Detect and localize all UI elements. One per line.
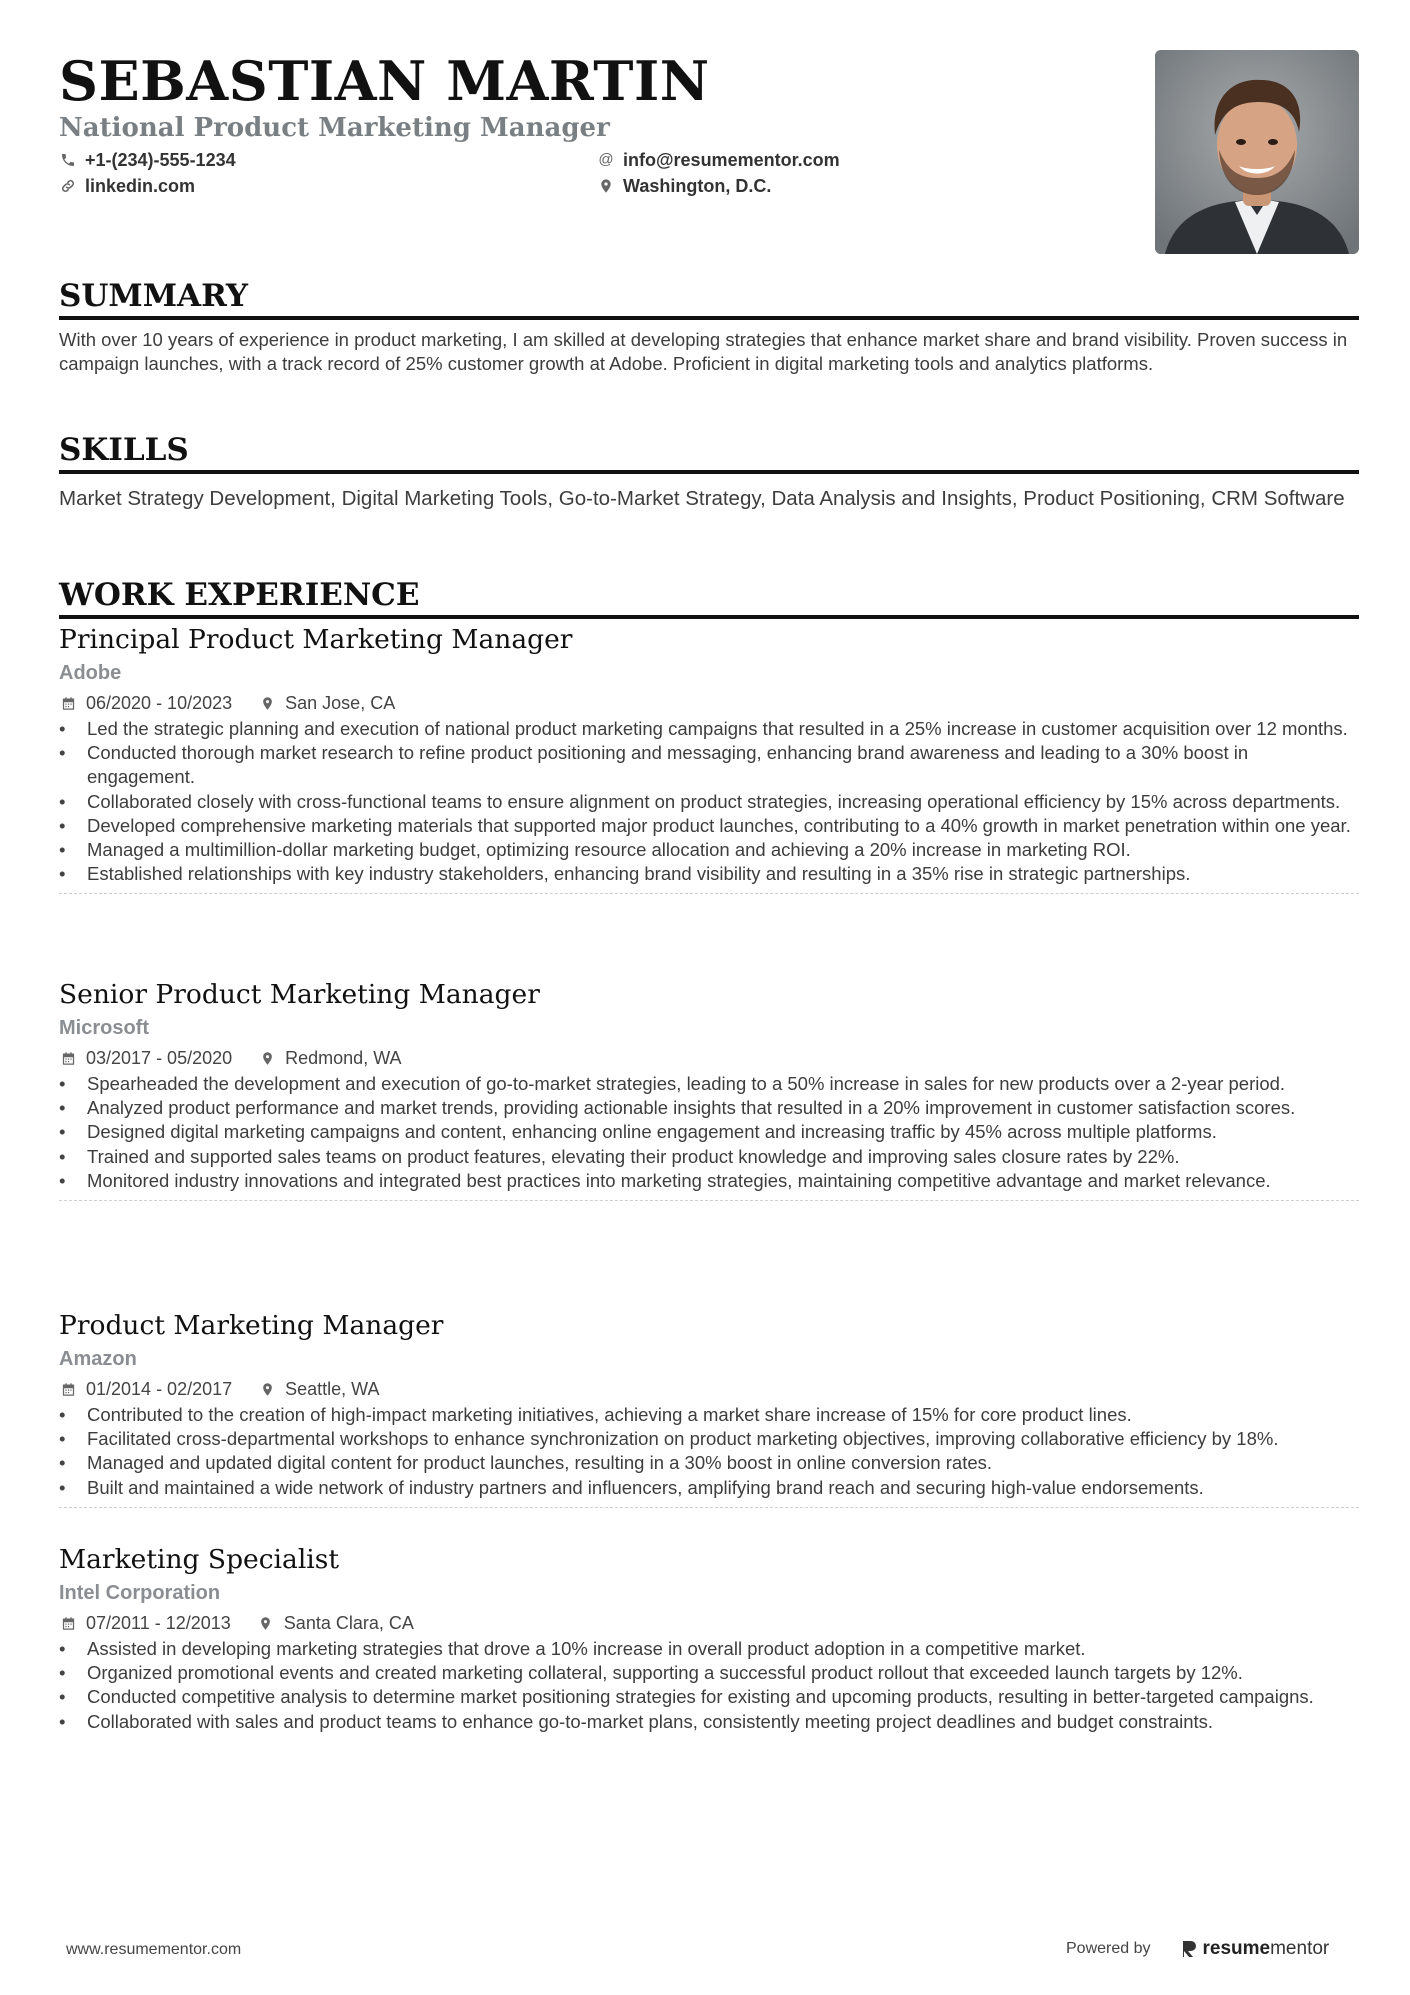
job-location: Seattle, WA (285, 1379, 380, 1399)
job-bullets (59, 1403, 1359, 1500)
bullet-item: • Conducted competitive analysis to determine market positioning strategies for existing and upcoming products, resulting in better-targeted campaigns. (59, 1685, 1359, 1709)
job-bullets (59, 1072, 1359, 1193)
job-meta (59, 1611, 1359, 1635)
contact-phone[interactable] (59, 148, 236, 172)
candidate-name: SEBASTIAN MARTIN (59, 49, 710, 113)
skills-text: Market Strategy Development, Digital Marketing Tools, Go-to-Market Strategy, Data Analysis and Insights, Product Positioning, CRM Software (59, 487, 1345, 510)
at-icon: @ (598, 151, 614, 168)
footer-url[interactable]: www.resumementor.com (66, 1941, 242, 1958)
job-dates: 07/2011 - 12/2013 (86, 1613, 231, 1633)
bullet-item: • Managed a multimillion-dollar marketing budget, optimizing resource allocation and achieving a 20% increase in marketing ROI. (59, 838, 1359, 862)
job-entry (59, 1309, 1359, 1508)
bullet-item: • Analyzed product performance and market trends, providing actionable insights that resulted in a 20% improvement in customer satisfaction scores. (59, 1096, 1359, 1120)
job-entry (59, 1543, 1359, 1734)
map-pin-icon (258, 694, 276, 712)
job-dates: 01/2014 - 02/2017 (86, 1379, 233, 1399)
bullet-item: • Facilitated cross-departmental workshops to enhance synchronization on product marketing objectives, improving collaborative efficiency by 18%. (59, 1427, 1359, 1451)
job-bullets (59, 1637, 1359, 1734)
bullet-item: • Organized promotional events and created marketing collateral, supporting a successful product rollout that exceeded launch targets by 12%. (59, 1661, 1359, 1685)
candidate-role: National Product Marketing Manager (59, 113, 610, 143)
contact-linkedin[interactable] (59, 174, 195, 198)
map-pin-icon (597, 177, 615, 195)
job-entry (59, 623, 1359, 894)
job-title: Marketing Specialist (59, 1544, 340, 1575)
work-experience-heading: WORK EXPERIENCE (59, 575, 1359, 619)
job-title: Principal Product Marketing Manager (59, 624, 573, 655)
powered-by-label: Powered by (1066, 1940, 1151, 1957)
bullet-item: • Collaborated closely with cross-functional teams to ensure alignment on product strategies, increasing operational efficiency by 15% across departments. (59, 790, 1359, 814)
job-bullets (59, 717, 1359, 886)
job-location: Santa Clara, CA (283, 1613, 414, 1633)
brand-logo[interactable] (1181, 1938, 1330, 1960)
bullet-item: • Assisted in developing marketing strategies that drove a 10% increase in overall product adoption in a competitive market. (59, 1637, 1359, 1661)
job-meta (59, 691, 1359, 715)
location-text: Washington, D.C. (623, 176, 772, 196)
link-icon (59, 177, 77, 195)
skills-heading: SKILLS (59, 430, 1359, 474)
bullet-item: • Conducted thorough market research to refine product positioning and messaging, enhancing brand awareness and leading to a 30% boost in engagement. (59, 741, 1359, 789)
job-location: Redmond, WA (285, 1048, 402, 1068)
map-pin-icon (258, 1049, 276, 1067)
linkedin-text: linkedin.com (85, 176, 196, 196)
job-title: Product Marketing Manager (59, 1310, 444, 1341)
contact-location (597, 174, 771, 198)
calendar-icon (59, 1049, 77, 1067)
job-divider (59, 893, 1359, 894)
job-company: Microsoft (59, 1017, 149, 1039)
bullet-item: • Contributed to the creation of high-impact marketing initiatives, achieving a market share increase of 15% for core product lines. (59, 1403, 1359, 1427)
bullet-item: • Monitored industry innovations and integrated best practices into marketing strategies, maintaining competitive advantage and market relevance. (59, 1169, 1359, 1193)
phone-text: +1-(234)-555-1234 (85, 150, 236, 170)
bullet-item: • Designed digital marketing campaigns and content, enhancing online engagement and increasing traffic by 45% across multiple platforms. (59, 1120, 1359, 1144)
brand-light: mentor (1270, 1938, 1330, 1959)
job-meta (59, 1377, 1359, 1401)
bullet-item: • Established relationships with key industry stakeholders, enhancing brand visibility and resulting in a 35% rise in strategic partnerships. (59, 862, 1359, 886)
job-title: Senior Product Marketing Manager (59, 979, 540, 1010)
map-pin-icon (258, 1380, 276, 1398)
job-divider (59, 1200, 1359, 1201)
job-divider (59, 1507, 1359, 1508)
resumementor-logo-icon (1181, 1939, 1197, 1959)
phone-icon (59, 151, 77, 169)
email-text: info@resumementor.com (623, 150, 840, 170)
bullet-item: • Led the strategic planning and execution of national product marketing campaigns that resulted in a 25% increase in customer acquisition over 12 months. (59, 717, 1359, 741)
job-company: Amazon (59, 1348, 137, 1370)
summary-text: With over 10 years of experience in product marketing, I am skilled at developing strategies that enhance market share and brand visibility. Proven success in campaign launches, with a track record of 25% customer growth at Adobe. Proficient in digital marketing tools and analytics platforms. (59, 329, 1348, 374)
job-meta (59, 1046, 1359, 1070)
bullet-item: • Managed and updated digital content for product launches, resulting in a 30% boost in online conversion rates. (59, 1451, 1359, 1475)
bullet-item: • Spearheaded the development and execution of go-to-market strategies, leading to a 50% increase in sales for new products over a 2-year period. (59, 1072, 1359, 1096)
bullet-item: • Developed comprehensive marketing materials that supported major product launches, contributing to a 40% growth in market penetration within one year. (59, 814, 1359, 838)
calendar-icon (59, 1614, 77, 1632)
summary-heading: SUMMARY (59, 276, 1359, 320)
contact-email[interactable] (597, 148, 840, 172)
brand-bold: resume (1202, 1938, 1271, 1959)
bullet-item: • Trained and supported sales teams on product features, elevating their product knowledge and improving sales closure rates by 22%. (59, 1145, 1359, 1169)
job-entry (59, 978, 1359, 1201)
bullet-item: • Collaborated with sales and product teams to enhance go-to-market plans, consistently meeting project deadlines and budget constraints. (59, 1710, 1359, 1734)
bullet-item: • Built and maintained a wide network of industry partners and influencers, amplifying brand reach and securing high-value endorsements. (59, 1476, 1359, 1500)
profile-photo (1155, 50, 1359, 254)
powered-by (1066, 1938, 1329, 1960)
job-company: Intel Corporation (59, 1582, 221, 1604)
calendar-icon (59, 694, 77, 712)
map-pin-icon (257, 1614, 275, 1632)
calendar-icon (59, 1380, 77, 1398)
job-location: San Jose, CA (285, 693, 396, 713)
job-dates: 06/2020 - 10/2023 (86, 693, 233, 713)
job-dates: 03/2017 - 05/2020 (86, 1048, 233, 1068)
job-company: Adobe (59, 662, 122, 684)
